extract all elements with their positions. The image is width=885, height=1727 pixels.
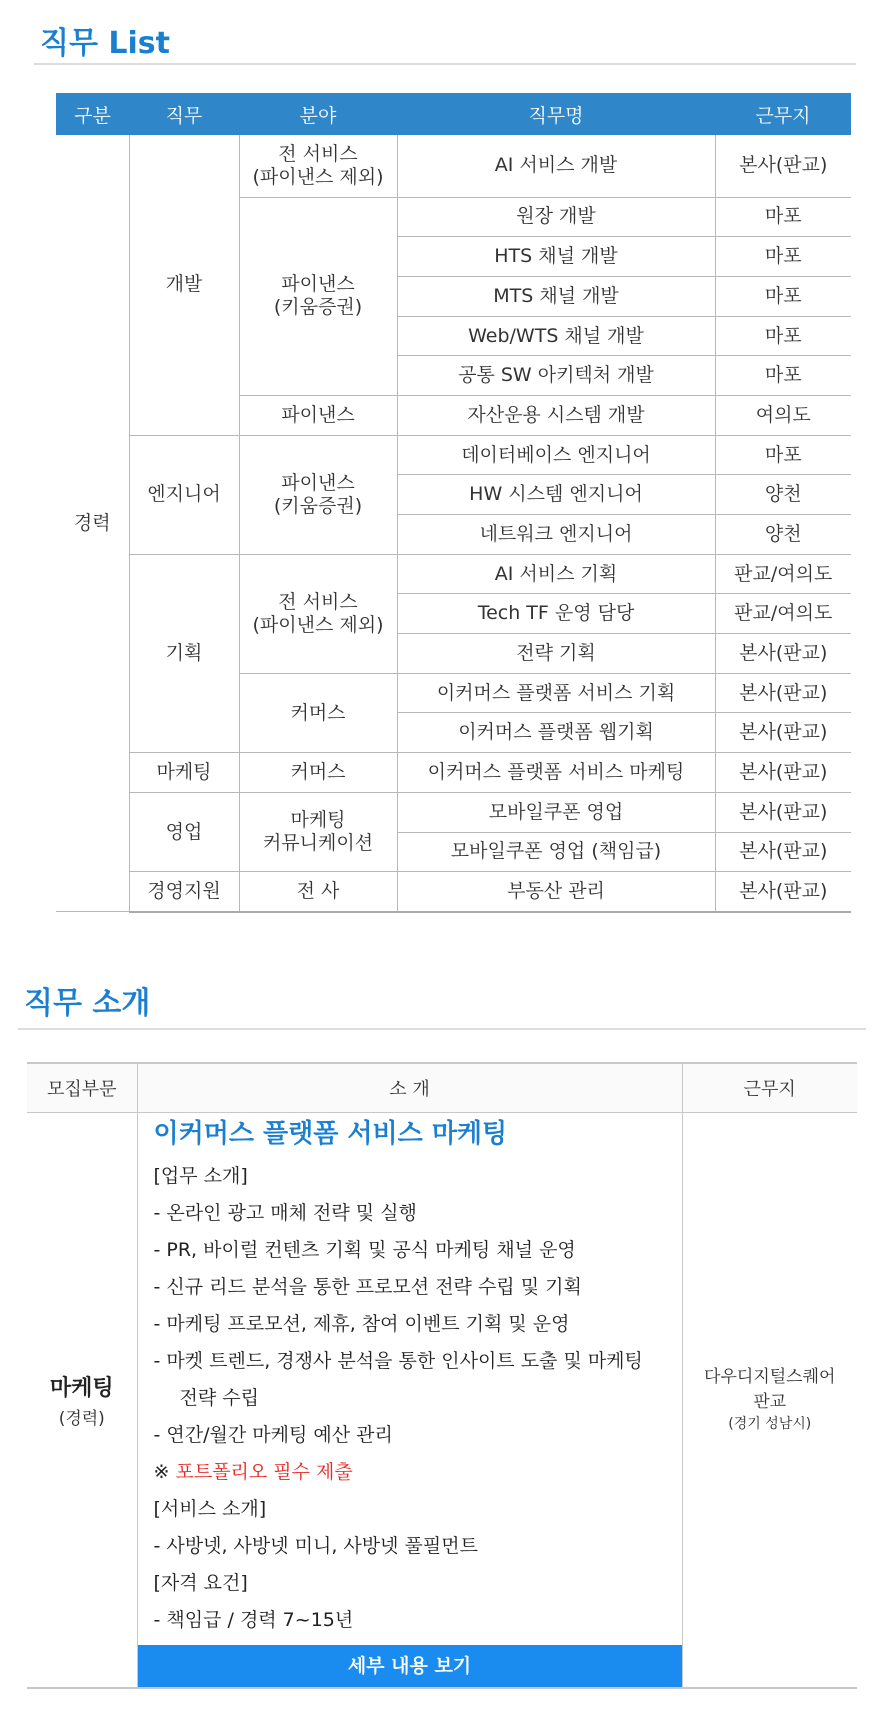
requirements-text: - 책임급 / 경력 7~15년 [153,1609,354,1631]
job-name-cell: HTS 채널 개발 [397,237,715,277]
job-name-cell: AI 서비스 기획 [397,554,715,594]
table-row [56,554,851,594]
job-list-header-row [56,93,851,135]
location-cell: 여의도 [715,395,851,435]
location-info [683,1365,858,1435]
job-name-cell: AI 서비스 개발 [397,135,715,197]
job-cell: 경영지원 [129,872,239,912]
location-cell [682,1113,857,1689]
job-name-cell: Tech TF 운영 담당 [397,594,715,634]
location-cell: 본사(판교) [715,673,851,713]
list-title-divider [34,63,856,65]
header-job: 직무 [129,93,239,135]
field-cell: 파이낸스 [239,395,397,435]
job-name-cell: 공통 SW 아키텍처 개발 [397,356,715,396]
dept-name: 마케팅 [49,1376,114,1401]
job-name-cell: HW 시스템 엔지니어 [397,475,715,515]
location-cell: 본사(판교) [715,872,851,912]
intro-body-row [27,1113,857,1689]
location-cell: 마포 [715,316,851,356]
header-location: 근무지 [715,93,851,135]
dept-sub: (경력) [58,1409,105,1429]
header-intro: 소 개 [137,1063,682,1113]
location-cell: 양천 [715,515,851,555]
job-name-cell: 네트워크 엔지니어 [397,515,715,555]
location-cell: 마포 [715,356,851,396]
category-cell: 경력 [56,135,129,912]
intro-header-row [27,1063,857,1113]
job-name-cell: 모바일쿠폰 영업 [397,792,715,832]
field-cell: 파이낸스 (키움증권) [239,197,397,395]
intro-section-title: 직무 소개 [24,986,151,1021]
location-cell: 판교/여의도 [715,554,851,594]
location-name: 다우디지털스퀘어 [704,1367,836,1388]
table-row [56,753,851,793]
field-cell: 전 사 [239,872,397,912]
duty-item: - PR, 바이럴 컨텐츠 기획 및 공식 마케팅 채널 운영 [153,1239,576,1261]
job-name-cell: Web/WTS 채널 개발 [397,316,715,356]
duty-item-continued: 전략 수립 [179,1387,259,1409]
requirements-heading: [자격 요건] [153,1572,248,1594]
location-cell: 본사(판교) [715,634,851,674]
job-name-cell: 모바일쿠폰 영업 (책임급) [397,832,715,872]
field-cell: 파이낸스 (키움증권) [239,435,397,554]
location-cell: 양천 [715,475,851,515]
field-cell: 커머스 [239,673,397,752]
location-cell: 본사(판교) [715,135,851,197]
intro-cell [137,1113,682,1689]
job-name-cell: 데이터베이스 엔지니어 [397,435,715,475]
work-heading: [업무 소개] [153,1165,248,1187]
job-cell: 개발 [129,135,239,435]
location-cell: 마포 [715,276,851,316]
location-area: 판교 [753,1391,787,1412]
job-name-cell: 이커머스 플랫폼 서비스 마케팅 [397,753,715,793]
duty-item: - 신규 리드 분석을 통한 프로모션 전략 수립 및 기획 [153,1276,582,1298]
job-name-cell: 부동산 관리 [397,872,715,912]
job-list-table [56,93,851,913]
field-cell: 전 서비스 (파이낸스 제외) [239,135,397,197]
job-cell: 기획 [129,554,239,752]
location-cell: 마포 [715,197,851,237]
service-heading: [서비스 소개] [153,1498,267,1520]
table-row [56,435,851,475]
job-name-cell: 전략 기획 [397,634,715,674]
location-sub: (경기 성남시) [728,1416,812,1433]
job-cell: 마케팅 [129,753,239,793]
location-cell: 본사(판교) [715,713,851,753]
duty-item: - 연간/월간 마케팅 예산 관리 [153,1424,393,1446]
table-row [56,792,851,832]
dept-cell [27,1113,137,1689]
duty-item: - 온라인 광고 매체 전략 및 실행 [153,1202,417,1224]
location-cell: 본사(판교) [715,753,851,793]
location-cell: 본사(판교) [715,832,851,872]
intro-title-divider [18,1028,866,1030]
job-cell: 영업 [129,792,239,871]
header-location: 근무지 [682,1063,857,1113]
field-cell: 전 서비스 (파이낸스 제외) [239,554,397,673]
duty-item: - 마케팅 프로모션, 제휴, 참여 이벤트 기획 및 운영 [153,1313,570,1335]
note-mark: ※ [153,1461,170,1483]
job-name-cell: 이커머스 플랫폼 웹기획 [397,713,715,753]
table-row [56,872,851,912]
service-text: - 사방넷, 사방넷 미니, 사방넷 풀필먼트 [153,1535,478,1557]
location-cell: 마포 [715,237,851,277]
list-section-title: 직무 List [40,26,171,61]
header-category: 구분 [56,93,129,135]
job-name-cell: 이커머스 플랫폼 서비스 기획 [397,673,715,713]
job-cell: 엔지니어 [129,435,239,554]
field-cell: 마케팅 커뮤니케이션 [239,792,397,871]
job-title: 이커머스 플랫폼 서비스 마케팅 [153,1119,508,1149]
duty-item: - 마켓 트렌드, 경쟁사 분석을 통한 인사이트 도출 및 마케팅 [153,1350,643,1372]
table-row [56,135,851,197]
location-cell: 판교/여의도 [715,594,851,634]
portfolio-note [138,1454,682,1491]
header-job-name: 직무명 [397,93,715,135]
header-dept: 모집부문 [27,1063,137,1113]
job-intro-table [27,1062,857,1689]
note-text: 포트폴리오 필수 제출 [175,1461,353,1483]
field-cell: 커머스 [239,753,397,793]
location-cell: 본사(판교) [715,792,851,832]
location-cell: 마포 [715,435,851,475]
job-name-cell: 자산운용 시스템 개발 [397,395,715,435]
view-details-button[interactable]: 세부 내용 보기 [138,1645,682,1687]
job-name-cell: 원장 개발 [397,197,715,237]
job-name-cell: MTS 채널 개발 [397,276,715,316]
header-field: 분야 [239,93,397,135]
